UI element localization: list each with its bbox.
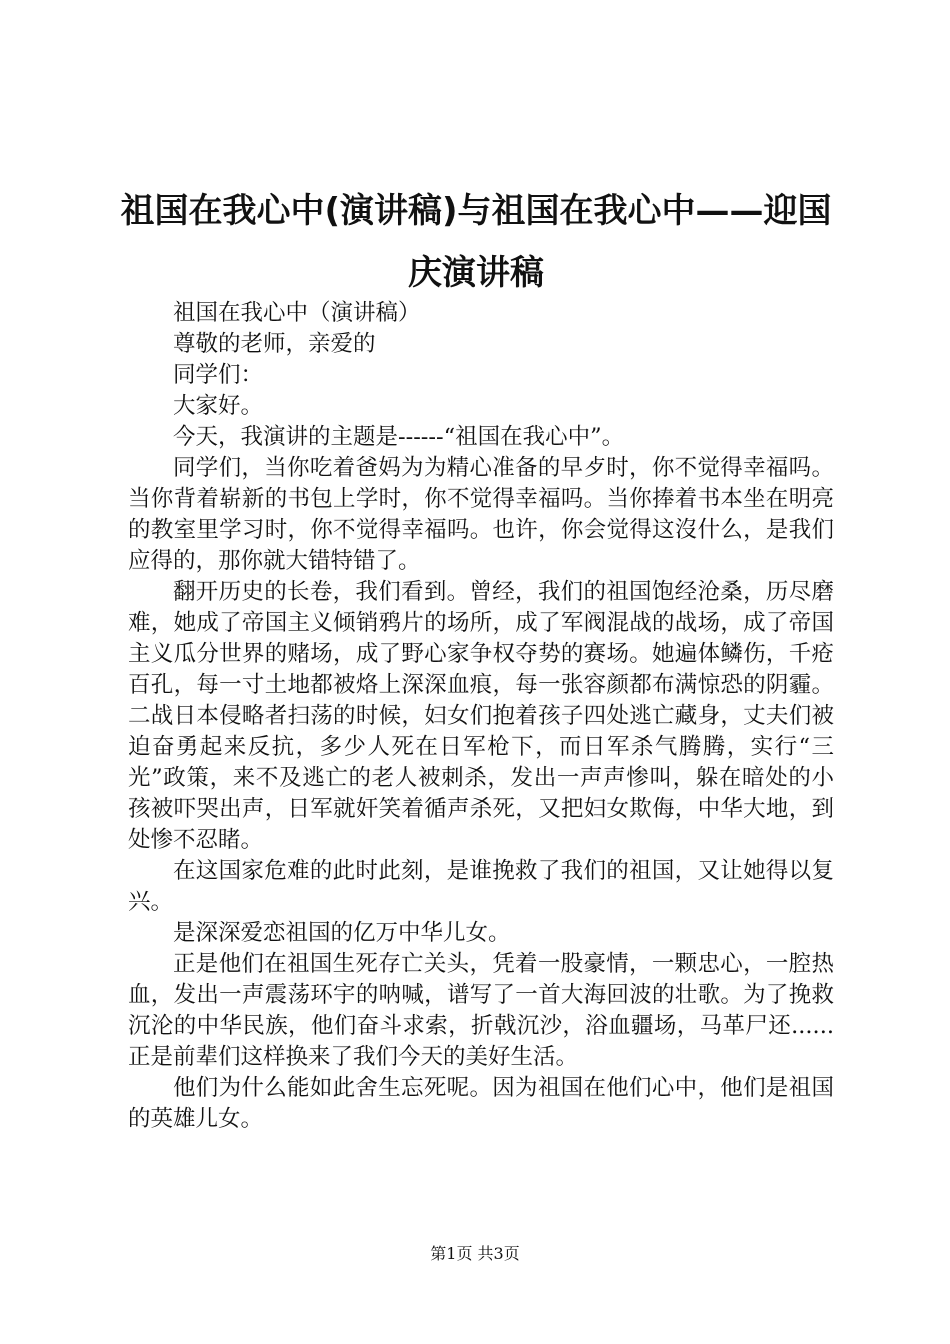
document-title: 祖国在我心中(演讲稿)与祖国在我心中——迎国庆演讲稿 [120,191,832,293]
paragraph: 大家好。 [173,393,264,419]
paragraph: 翻开历史的长卷，我们看到。曾经，我们的祖国饱经沧桑，历尽磨难，她成了帝国主义倾销鸦片的场所，成了军阀混战的战场，成了帝国主义瓜分世界的赌场，成了野心家争权夺势的赛场。她遍体鳞伤，千疮百孔，每一寸土地都被烙上深深血痕，每一张容颜都布满惊恐的阴霾。二战日本侵略者扫荡的时候，妇女们抱着孩子四处逃亡藏身，丈夫们被迫奋勇起来反抗，多少人死在日军枪下，而日军杀气腾腾，实行“三光”政策，来不及逃亡的老人被刺杀，发出一声声惨叫，躲在暗处的小孩被吓哭出声，日军就奸笑着循声杀死，又把妇女欺侮，中华大地，到处惨不忍睹。 [128,579,834,853]
paragraph: 同学们，当你吃着爸妈为为精心准备的早歺时，你不觉得幸福吗。当你背着崭新的书包上学时，你不觉得幸福吗。当你捧着书本坐在明亮的教室里学习时，你不觉得幸福吗。也许，你会觉得这沒什么，是我们应得的，那你就大错特错了。 [128,455,834,574]
paragraph: 尊敬的老师，亲爱的 [173,331,376,357]
paragraph: 他们为什么能如此舍生忘死呢。因为祖国在他们心中，他们是祖国的英雄儿女。 [128,1075,834,1132]
paragraph: 祖国在我心中（演讲稿） [173,300,421,326]
page-footer: 第1页 共3页 [430,1244,520,1263]
document-body [128,298,834,1135]
paragraph: 今天，我演讲的主题是------“祖国在我心中”。 [173,424,625,450]
paragraph: 在这国家危难的此时此刻，是谁挽救了我们的祖国，又让她得以复兴。 [128,858,834,915]
paragraph: 是深深爱恋祖国的亿万中华儿女。 [173,920,511,946]
paragraph: 正是他们在祖国生死存亡关头，凭着一股豪情，一颗忠心，一腔热血，发出一声震荡环宇的呐喊，谱写了一首大海回波的壮歌。为了挽救沉沦的中华民族，他们奋斗求索，折戟沉沙，浴血疆场，马革尸还......正是前辈们这样换来了我们今天的美好生活。 [128,951,834,1070]
paragraph: 同学们： [173,362,264,388]
